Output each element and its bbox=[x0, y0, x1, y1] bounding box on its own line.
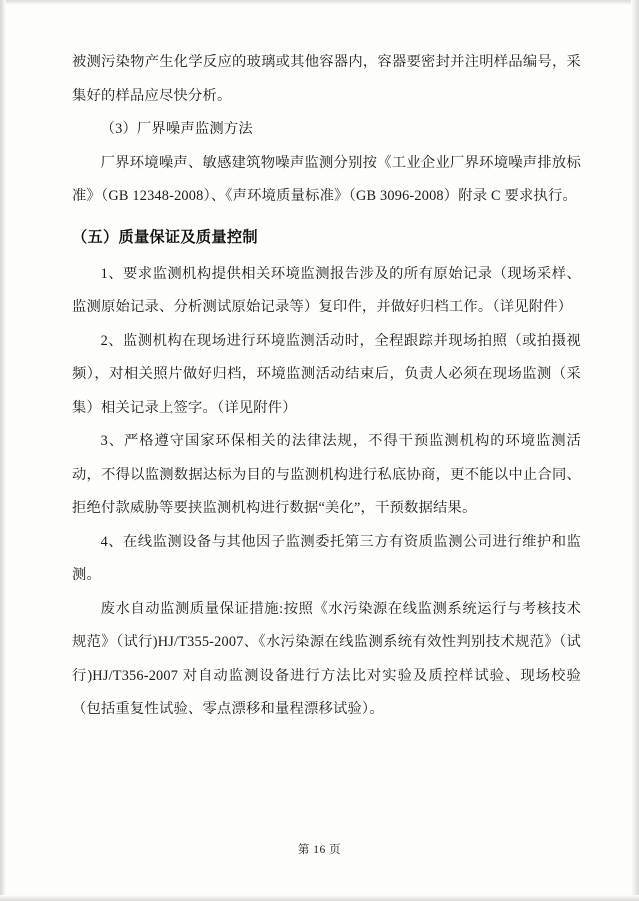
paragraph-item-2: 2、监测机构在现场进行环境监测活动时，全程跟踪并现场拍照（或拍摄视频），对相关照片做好归档，环境监测活动结束后，负责人必须在现场监测（采集）相关记录上签字。（详见附件） bbox=[72, 332, 581, 416]
sub-heading-noise-method: （3）厂界噪声监测方法 bbox=[100, 121, 253, 137]
page-number: 第 16 页 bbox=[297, 844, 342, 856]
paragraph-item-3: 3、严格遵守国家环保相关的法律法规，不得干预监测机构的环境监测活动，不得以监测数据达标为目的与监测机构进行私底协商，更不能以中止合同、拒绝付款威胁等要挟监测机构进行数据“美化”，干预数据结果。 bbox=[72, 433, 581, 516]
page-edge-left bbox=[0, 0, 6, 901]
paragraph-item-1: 1、要求监测机构提供相关环境监测报告涉及的所有原始记录（现场采样、监测原始记录、分析测试原始记录等）复印件，并做好归档工作。（详见附件） bbox=[72, 265, 581, 315]
page-edge-right bbox=[631, 0, 639, 901]
paragraph-continued: 被测污染物产生化学反应的玻璃或其他容器内，容器要密封并注明样品编号，采集好的样品应尽快分析。 bbox=[72, 54, 581, 104]
page-edge-bottom bbox=[0, 895, 639, 901]
page-footer bbox=[0, 841, 639, 857]
page-content bbox=[72, 46, 581, 727]
paragraph-noise-standards: 厂界环境噪声、敏感建筑物噪声监测分别按《工业企业厂界环境噪声排放标准》（GB 12348-2008）、《声环境质量标准》（GB 3096-2008）附录 C 要求执行。 bbox=[72, 154, 581, 204]
section-heading-quality-assurance: （五）质量保证及质量控制 bbox=[72, 228, 258, 246]
paragraph-wastewater-auto-monitoring: 废水自动监测质量保证措施:按照《水污染源在线监测系统运行与考核技术规范》（试行)HJ/T355-2007、《水污染源在线监测系统有效性判别技术规范》（试行)HJ/T356-2007 对自动监测设备进行方法比对实验及质控样试验、现场校验（包括重复性试验、零点漂移和量程漂移试验）。 bbox=[72, 600, 581, 717]
paragraph-item-4: 4、在线监测设备与其他因子监测委托第三方有资质监测公司进行维护和监测。 bbox=[72, 533, 581, 583]
page-edge-top bbox=[0, 0, 639, 5]
